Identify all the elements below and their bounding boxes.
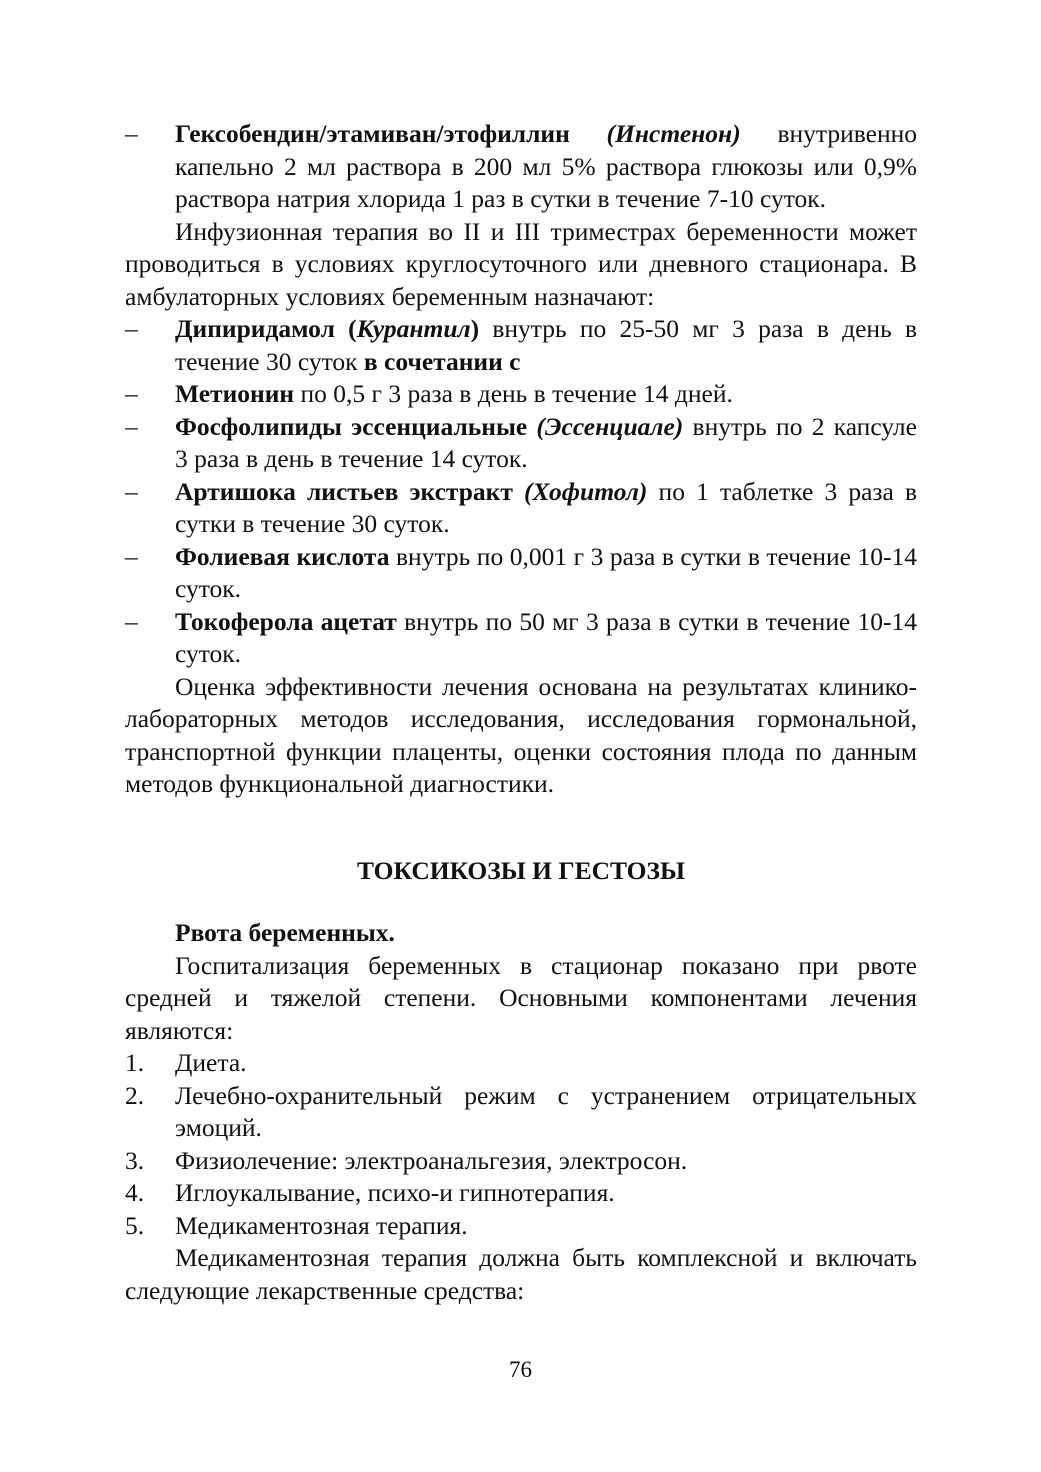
list-item xyxy=(125,313,917,378)
list-marker: – xyxy=(125,411,138,441)
emphasized-text: Гексобендин/этамиван/этофиллин xyxy=(175,119,607,148)
list-item-text xyxy=(175,378,917,411)
emphasized-text: Курантил xyxy=(356,314,471,343)
paragraph-hospitalization: Госпитализация беременных в стационар показано при рвоте средней и тяжелой степени. Основными компонентами лечения являются: xyxy=(125,950,917,1045)
list-item xyxy=(125,476,917,541)
list-item-text xyxy=(175,1080,917,1145)
list-marker: – xyxy=(125,541,138,571)
subsection-heading: Рвота беременных. xyxy=(175,918,395,947)
plain-text: внутрь по 2 капсуле 3 раза в день в течение 14 суток. xyxy=(175,411,917,473)
page-body xyxy=(125,118,917,1307)
list-item-text xyxy=(175,476,917,541)
list-item xyxy=(125,378,917,411)
list-item xyxy=(125,1177,917,1210)
list-marker: 1. xyxy=(125,1048,145,1077)
list-item xyxy=(125,606,917,671)
emphasized-text: Токоферола ацетат xyxy=(175,606,397,636)
list-marker: – xyxy=(125,606,138,636)
paragraph-medication: Медикаментозная терапия должна быть комплексной и включать следующие лекарственные средства: xyxy=(125,1243,917,1305)
emphasized-text: (Инстенон) xyxy=(606,119,741,148)
list-marker: – xyxy=(125,314,138,343)
section-heading: ТОКСИКОЗЫ И ГЕСТОЗЫ xyxy=(356,855,686,885)
emphasized-text: Дипиридамол ( xyxy=(175,314,357,343)
list-item-text xyxy=(175,541,917,606)
plain-text: внутрь по 0,001 г 3 раза в сутки в течение 10-14 суток. xyxy=(175,541,917,603)
plain-text: по 0,5 г 3 раза в день в течение 14 дней. xyxy=(294,379,733,408)
plain-text: внутрь по 50 мг 3 раза в сутки в течение 10-14 суток. xyxy=(175,606,918,668)
emphasized-text: (Хофитол) xyxy=(524,476,648,506)
paragraph-infusion: Инфузионная терапия во II и III триместрах беременности может проводиться в условиях круглосуточного или дневного стационара. В амбулаторных условиях беременным назначают: xyxy=(125,216,917,311)
list-item-text xyxy=(175,313,917,378)
page-number: 76 xyxy=(509,1357,532,1382)
plain-text: по 1 таблетке 3 раза в сутки в течение 30 суток. xyxy=(175,476,917,538)
paragraph-evaluation: Оценка эффективности лечения основана на результатах клинико-лабораторных методов исследования, исследования гормональной, транспортной функции плаценты, оценки состояния плода по данным методов функциональной диагностики. xyxy=(125,671,917,798)
list-item-text xyxy=(175,1210,917,1243)
list-item-text xyxy=(175,411,917,476)
list-item xyxy=(125,1210,917,1243)
emphasized-text: ) xyxy=(470,314,480,343)
plain-text: Медикаментозная терапия. xyxy=(175,1210,468,1240)
list-item xyxy=(125,118,917,216)
list-marker: – xyxy=(125,119,138,148)
list-item xyxy=(125,541,917,606)
emphasized-text: (Эссенциале) xyxy=(536,411,684,441)
emphasized-text: Артишока листьев экстракт xyxy=(175,476,525,506)
list-marker: – xyxy=(125,476,138,506)
list-item xyxy=(125,1047,917,1080)
list-item-text xyxy=(175,1047,917,1080)
list-item-text xyxy=(175,1177,917,1210)
drug-list-1 xyxy=(125,118,917,216)
drug-list-2 xyxy=(125,313,917,671)
list-item-text xyxy=(175,1145,917,1178)
list-marker: 2. xyxy=(125,1080,145,1110)
emphasized-text: Фосфолипиды эссенциальные xyxy=(175,411,537,441)
plain-text: внутривенно капельно 2 мл раствора в 200 мл 5% раствора глюкозы или 0,9% раствора натрия хлорида 1 раз в сутки в течение 7-10 суток. xyxy=(175,119,918,213)
emphasized-text: в сочетании с xyxy=(363,346,521,376)
plain-text: Лечебно-охранительный режим с устранением отрицательных эмоций. xyxy=(175,1080,917,1142)
list-item xyxy=(125,1145,917,1178)
plain-text: Физиолечение: электроанальгезия, электросон. xyxy=(175,1145,688,1175)
list-marker: 4. xyxy=(125,1178,145,1207)
list-marker: 3. xyxy=(125,1145,145,1175)
list-item-text xyxy=(175,118,917,216)
plain-text: Диета. xyxy=(175,1048,247,1077)
list-item xyxy=(125,411,917,476)
plain-text: Иглоукалывание, психо-и гипнотерапия. xyxy=(175,1178,615,1207)
emphasized-text: Фолиевая кислота xyxy=(175,541,390,571)
list-item xyxy=(125,1080,917,1145)
list-item-text xyxy=(175,606,917,671)
list-marker: – xyxy=(125,379,138,408)
plain-text: внутрь по 25-50 мг 3 раза в день в течение 30 суток xyxy=(175,314,918,376)
emphasized-text: Метионин xyxy=(175,379,295,408)
treatment-list xyxy=(125,1047,917,1242)
list-marker: 5. xyxy=(125,1210,145,1240)
